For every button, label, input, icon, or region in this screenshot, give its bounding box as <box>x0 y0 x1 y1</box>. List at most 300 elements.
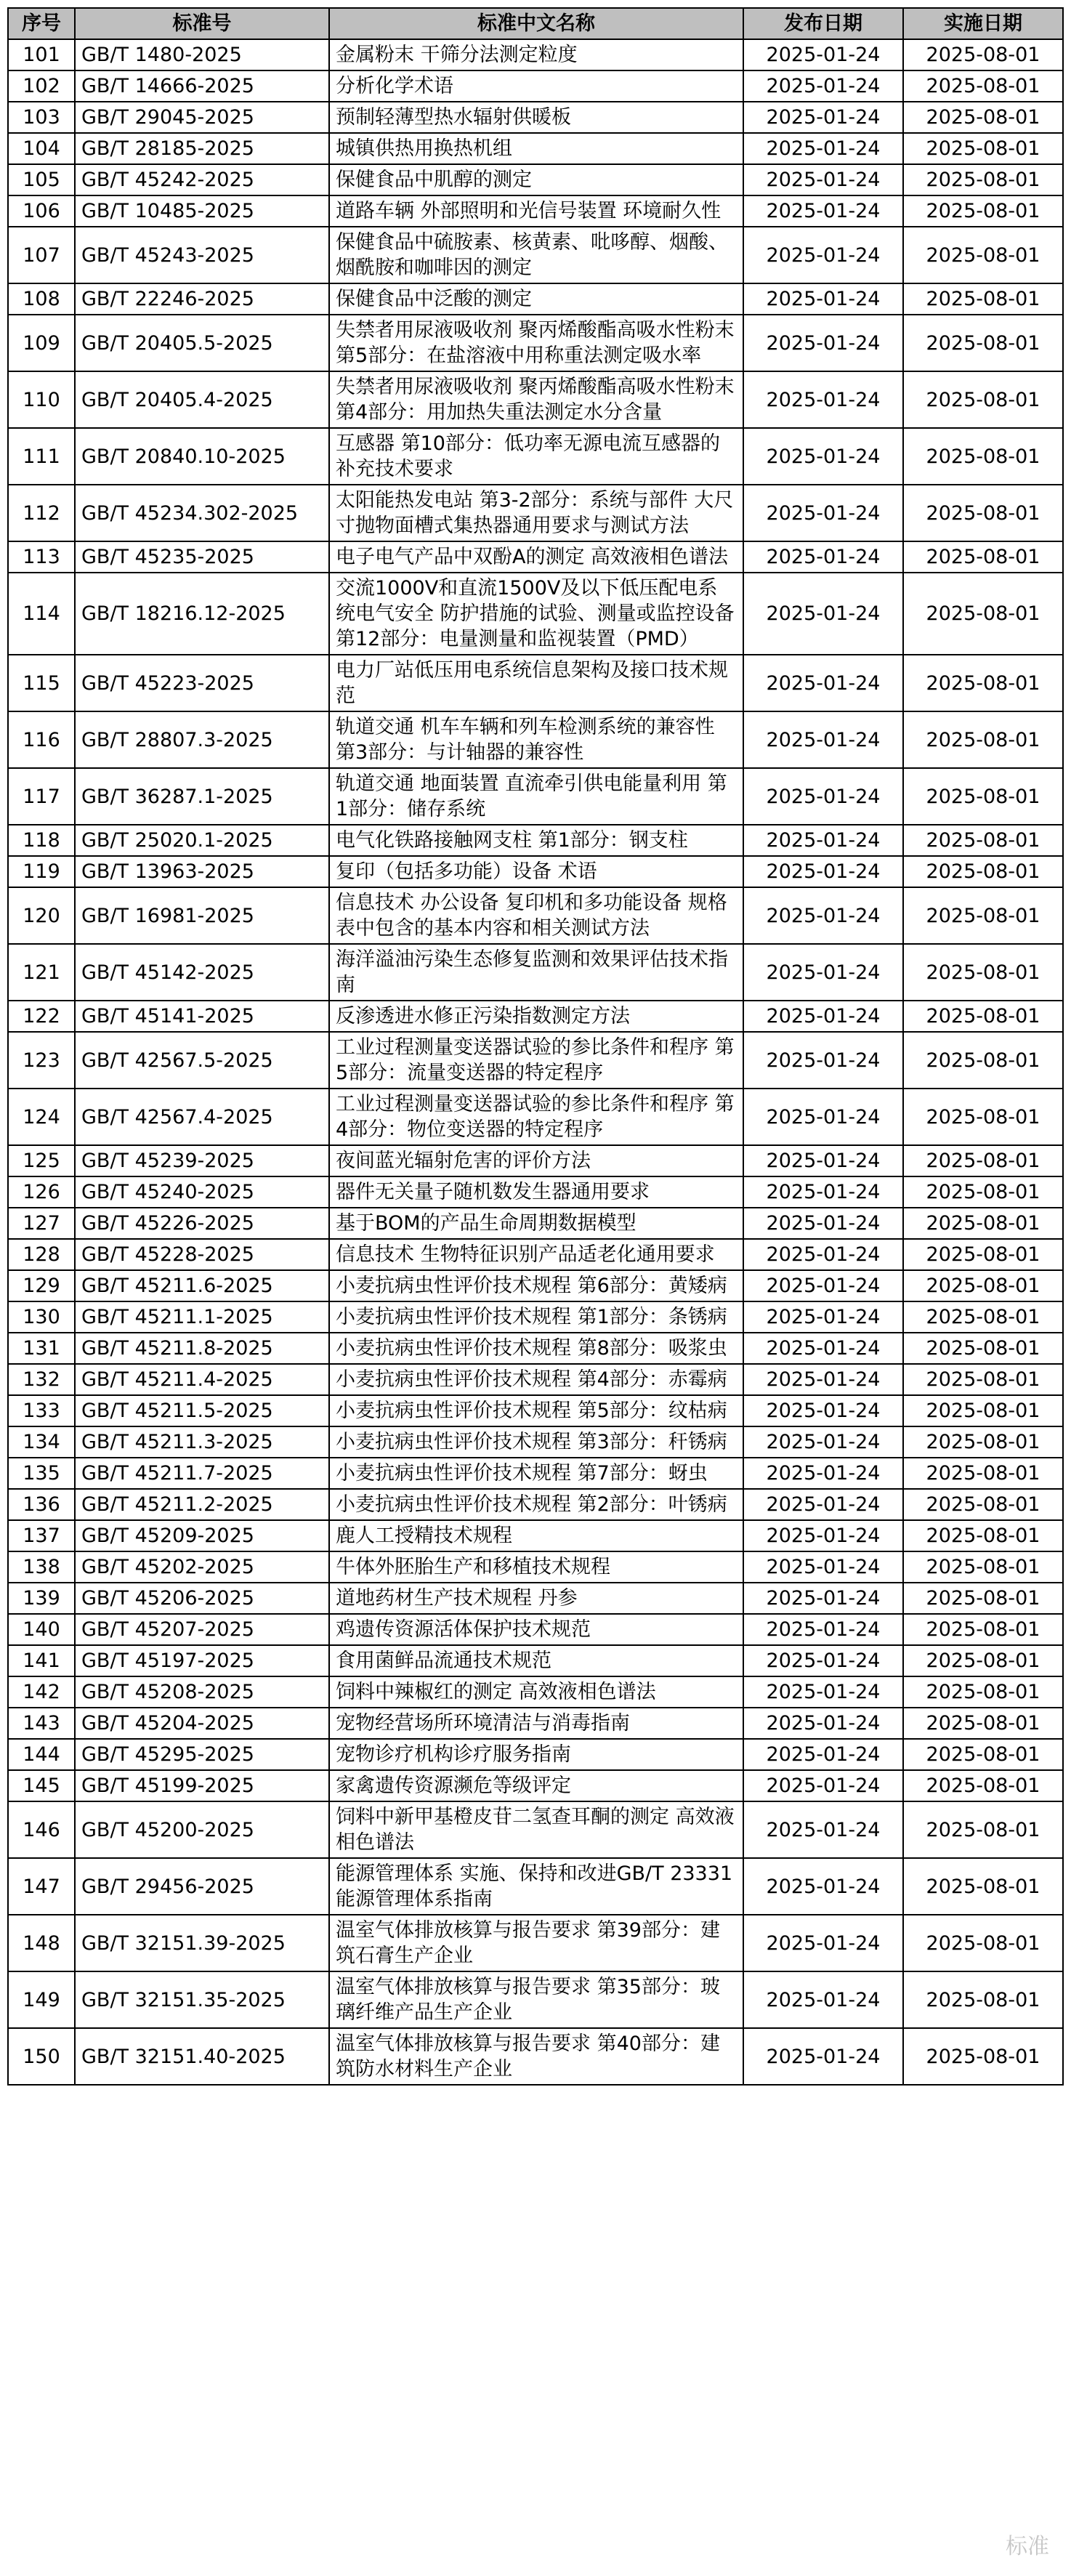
cell-code: GB/T 45211.2-2025 <box>75 1489 329 1520</box>
table-row <box>8 1676 1063 1708</box>
cell-pub-date: 2025-01-24 <box>743 1301 903 1333</box>
cell-no: 132 <box>8 1364 75 1395</box>
cell-no: 106 <box>8 195 75 227</box>
cell-code: GB/T 45211.3-2025 <box>75 1426 329 1458</box>
cell-pub-date: 2025-01-24 <box>743 1645 903 1676</box>
cell-imp-date: 2025-08-01 <box>903 39 1063 70</box>
cell-pub-date: 2025-01-24 <box>743 1489 903 1520</box>
cell-imp-date: 2025-08-01 <box>903 1915 1063 1971</box>
cell-name: 反渗透进水修正污染指数测定方法 <box>329 1001 743 1032</box>
cell-imp-date: 2025-08-01 <box>903 1395 1063 1426</box>
table-row <box>8 856 1063 887</box>
cell-no: 115 <box>8 655 75 711</box>
cell-code: GB/T 22246-2025 <box>75 283 329 315</box>
cell-imp-date: 2025-08-01 <box>903 1032 1063 1089</box>
table-row <box>8 195 1063 227</box>
table-row <box>8 1001 1063 1032</box>
cell-imp-date: 2025-08-01 <box>903 485 1063 541</box>
cell-imp-date: 2025-08-01 <box>903 856 1063 887</box>
cell-name: 小麦抗病虫性评价技术规程 第7部分：蚜虫 <box>329 1458 743 1489</box>
cell-pub-date: 2025-01-24 <box>743 1089 903 1145</box>
cell-no: 114 <box>8 573 75 655</box>
cell-imp-date: 2025-08-01 <box>903 1858 1063 1915</box>
cell-pub-date: 2025-01-24 <box>743 1614 903 1645</box>
cell-imp-date: 2025-08-01 <box>903 887 1063 944</box>
cell-no: 147 <box>8 1858 75 1915</box>
cell-no: 126 <box>8 1176 75 1208</box>
cell-code: GB/T 42567.5-2025 <box>75 1032 329 1089</box>
cell-name: 分析化学术语 <box>329 70 743 102</box>
cell-code: GB/T 28185-2025 <box>75 133 329 164</box>
cell-no: 133 <box>8 1395 75 1426</box>
cell-no: 102 <box>8 70 75 102</box>
cell-code: GB/T 32151.40-2025 <box>75 2028 329 2085</box>
cell-code: GB/T 45239-2025 <box>75 1145 329 1176</box>
cell-no: 118 <box>8 825 75 856</box>
cell-pub-date: 2025-01-24 <box>743 1915 903 1971</box>
table-row <box>8 1770 1063 1801</box>
cell-code: GB/T 45226-2025 <box>75 1208 329 1239</box>
cell-name: 工业过程测量变送器试验的参比条件和程序 第4部分：物位变送器的特定程序 <box>329 1089 743 1145</box>
cell-pub-date: 2025-01-24 <box>743 1333 903 1364</box>
table-row <box>8 1089 1063 1145</box>
cell-name: 保健食品中肌醇的测定 <box>329 164 743 195</box>
cell-code: GB/T 45208-2025 <box>75 1676 329 1708</box>
cell-code: GB/T 45209-2025 <box>75 1520 329 1551</box>
cell-code: GB/T 45211.1-2025 <box>75 1301 329 1333</box>
cell-no: 120 <box>8 887 75 944</box>
watermark-text: 标准 <box>1006 2534 1049 2559</box>
cell-no: 105 <box>8 164 75 195</box>
table-row <box>8 485 1063 541</box>
cell-code: GB/T 45223-2025 <box>75 655 329 711</box>
cell-name: 小麦抗病虫性评价技术规程 第5部分：纹枯病 <box>329 1395 743 1426</box>
cell-imp-date: 2025-08-01 <box>903 1551 1063 1583</box>
cell-code: GB/T 45235-2025 <box>75 541 329 573</box>
cell-code: GB/T 10485-2025 <box>75 195 329 227</box>
table-header-row <box>8 8 1063 39</box>
cell-code: GB/T 29456-2025 <box>75 1858 329 1915</box>
cell-code: GB/T 45240-2025 <box>75 1176 329 1208</box>
cell-code: GB/T 45211.8-2025 <box>75 1333 329 1364</box>
cell-no: 136 <box>8 1489 75 1520</box>
cell-pub-date: 2025-01-24 <box>743 1770 903 1801</box>
cell-name: 互感器 第10部分：低功率无源电流互感器的补充技术要求 <box>329 428 743 485</box>
cell-imp-date: 2025-08-01 <box>903 428 1063 485</box>
cell-no: 127 <box>8 1208 75 1239</box>
cell-imp-date: 2025-08-01 <box>903 195 1063 227</box>
cell-pub-date: 2025-01-24 <box>743 39 903 70</box>
table-row <box>8 1489 1063 1520</box>
cell-no: 116 <box>8 711 75 768</box>
cell-pub-date: 2025-01-24 <box>743 227 903 283</box>
cell-no: 142 <box>8 1676 75 1708</box>
cell-code: GB/T 45228-2025 <box>75 1239 329 1270</box>
table-row <box>8 1971 1063 2028</box>
cell-imp-date: 2025-08-01 <box>903 70 1063 102</box>
cell-no: 137 <box>8 1520 75 1551</box>
cell-imp-date: 2025-08-01 <box>903 227 1063 283</box>
cell-imp-date: 2025-08-01 <box>903 1520 1063 1551</box>
cell-name: 器件无关量子随机数发生器通用要求 <box>329 1176 743 1208</box>
cell-no: 140 <box>8 1614 75 1645</box>
cell-code: GB/T 29045-2025 <box>75 102 329 133</box>
cell-imp-date: 2025-08-01 <box>903 1708 1063 1739</box>
table-row <box>8 1708 1063 1739</box>
header-code: 标准号 <box>75 8 329 39</box>
table-row <box>8 1739 1063 1770</box>
table-row <box>8 573 1063 655</box>
cell-no: 129 <box>8 1270 75 1301</box>
table-row <box>8 227 1063 283</box>
cell-name: 海洋溢油污染生态修复监测和效果评估技术指南 <box>329 944 743 1001</box>
table-row <box>8 1239 1063 1270</box>
cell-name: 轨道交通 机车车辆和列车检测系统的兼容性 第3部分：与计轴器的兼容性 <box>329 711 743 768</box>
cell-imp-date: 2025-08-01 <box>903 1676 1063 1708</box>
header-pub-date: 发布日期 <box>743 8 903 39</box>
cell-code: GB/T 45295-2025 <box>75 1739 329 1770</box>
cell-imp-date: 2025-08-01 <box>903 1364 1063 1395</box>
table-row <box>8 711 1063 768</box>
table-row <box>8 164 1063 195</box>
cell-pub-date: 2025-01-24 <box>743 1208 903 1239</box>
cell-no: 112 <box>8 485 75 541</box>
table-row <box>8 944 1063 1001</box>
cell-pub-date: 2025-01-24 <box>743 485 903 541</box>
cell-pub-date: 2025-01-24 <box>743 1583 903 1614</box>
cell-imp-date: 2025-08-01 <box>903 1458 1063 1489</box>
cell-name: 金属粉末 干筛分法测定粒度 <box>329 39 743 70</box>
table-row <box>8 1801 1063 1858</box>
cell-name: 能源管理体系 实施、保持和改进GB/T 23331能源管理体系指南 <box>329 1858 743 1915</box>
table-row <box>8 39 1063 70</box>
table-row <box>8 315 1063 371</box>
table-row <box>8 1645 1063 1676</box>
cell-imp-date: 2025-08-01 <box>903 825 1063 856</box>
cell-code: GB/T 45211.7-2025 <box>75 1458 329 1489</box>
cell-name: 失禁者用尿液吸收剂 聚丙烯酸酯高吸水性粉末 第5部分：在盐溶液中用称重法测定吸水率 <box>329 315 743 371</box>
cell-imp-date: 2025-08-01 <box>903 768 1063 825</box>
cell-code: GB/T 18216.12-2025 <box>75 573 329 655</box>
cell-code: GB/T 14666-2025 <box>75 70 329 102</box>
cell-code: GB/T 20405.4-2025 <box>75 371 329 428</box>
header-no: 序号 <box>8 8 75 39</box>
table-row <box>8 825 1063 856</box>
cell-no: 108 <box>8 283 75 315</box>
cell-pub-date: 2025-01-24 <box>743 1801 903 1858</box>
cell-no: 143 <box>8 1708 75 1739</box>
table-row <box>8 1426 1063 1458</box>
cell-name: 小麦抗病虫性评价技术规程 第4部分：赤霉病 <box>329 1364 743 1395</box>
cell-pub-date: 2025-01-24 <box>743 887 903 944</box>
cell-no: 148 <box>8 1915 75 1971</box>
table-row <box>8 1333 1063 1364</box>
table-row <box>8 1270 1063 1301</box>
cell-no: 101 <box>8 39 75 70</box>
standards-table <box>7 7 1064 2086</box>
table-row <box>8 1614 1063 1645</box>
cell-name: 饲料中辣椒红的测定 高效液相色谱法 <box>329 1676 743 1708</box>
cell-code: GB/T 45234.302-2025 <box>75 485 329 541</box>
cell-name: 道地药材生产技术规程 丹参 <box>329 1583 743 1614</box>
cell-imp-date: 2025-08-01 <box>903 1583 1063 1614</box>
cell-no: 111 <box>8 428 75 485</box>
cell-no: 103 <box>8 102 75 133</box>
cell-imp-date: 2025-08-01 <box>903 655 1063 711</box>
cell-no: 119 <box>8 856 75 887</box>
cell-imp-date: 2025-08-01 <box>903 1770 1063 1801</box>
table-row <box>8 1551 1063 1583</box>
cell-pub-date: 2025-01-24 <box>743 1520 903 1551</box>
cell-pub-date: 2025-01-24 <box>743 195 903 227</box>
cell-name: 工业过程测量变送器试验的参比条件和程序 第5部分：流量变送器的特定程序 <box>329 1032 743 1089</box>
cell-name: 温室气体排放核算与报告要求 第39部分：建筑石膏生产企业 <box>329 1915 743 1971</box>
cell-name: 牛体外胚胎生产和移植技术规程 <box>329 1551 743 1583</box>
cell-pub-date: 2025-01-24 <box>743 944 903 1001</box>
table-row <box>8 1858 1063 1915</box>
cell-pub-date: 2025-01-24 <box>743 315 903 371</box>
cell-imp-date: 2025-08-01 <box>903 2028 1063 2085</box>
cell-no: 104 <box>8 133 75 164</box>
cell-name: 小麦抗病虫性评价技术规程 第6部分：黄矮病 <box>329 1270 743 1301</box>
table-row <box>8 371 1063 428</box>
cell-name: 食用菌鲜品流通技术规范 <box>329 1645 743 1676</box>
cell-code: GB/T 45211.4-2025 <box>75 1364 329 1395</box>
cell-name: 基于BOM的产品生命周期数据模型 <box>329 1208 743 1239</box>
cell-no: 122 <box>8 1001 75 1032</box>
cell-imp-date: 2025-08-01 <box>903 133 1063 164</box>
cell-code: GB/T 42567.4-2025 <box>75 1089 329 1145</box>
cell-pub-date: 2025-01-24 <box>743 1145 903 1176</box>
cell-name: 保健食品中泛酸的测定 <box>329 283 743 315</box>
cell-pub-date: 2025-01-24 <box>743 655 903 711</box>
cell-no: 110 <box>8 371 75 428</box>
cell-name: 小麦抗病虫性评价技术规程 第8部分：吸浆虫 <box>329 1333 743 1364</box>
cell-code: GB/T 45243-2025 <box>75 227 329 283</box>
cell-imp-date: 2025-08-01 <box>903 1971 1063 2028</box>
cell-imp-date: 2025-08-01 <box>903 283 1063 315</box>
cell-code: GB/T 25020.1-2025 <box>75 825 329 856</box>
cell-code: GB/T 45207-2025 <box>75 1614 329 1645</box>
cell-pub-date: 2025-01-24 <box>743 1708 903 1739</box>
cell-pub-date: 2025-01-24 <box>743 133 903 164</box>
cell-pub-date: 2025-01-24 <box>743 1739 903 1770</box>
cell-pub-date: 2025-01-24 <box>743 1001 903 1032</box>
cell-pub-date: 2025-01-24 <box>743 1239 903 1270</box>
cell-code: GB/T 36287.1-2025 <box>75 768 329 825</box>
cell-pub-date: 2025-01-24 <box>743 1364 903 1395</box>
cell-code: GB/T 1480-2025 <box>75 39 329 70</box>
cell-pub-date: 2025-01-24 <box>743 1458 903 1489</box>
table-row <box>8 1364 1063 1395</box>
cell-name: 信息技术 办公设备 复印机和多功能设备 规格表中包含的基本内容和相关测试方法 <box>329 887 743 944</box>
cell-pub-date: 2025-01-24 <box>743 768 903 825</box>
cell-imp-date: 2025-08-01 <box>903 1239 1063 1270</box>
cell-no: 130 <box>8 1301 75 1333</box>
cell-name: 电力厂站低压用电系统信息架构及接口技术规范 <box>329 655 743 711</box>
cell-imp-date: 2025-08-01 <box>903 1333 1063 1364</box>
cell-pub-date: 2025-01-24 <box>743 856 903 887</box>
cell-no: 150 <box>8 2028 75 2085</box>
cell-imp-date: 2025-08-01 <box>903 1089 1063 1145</box>
cell-no: 121 <box>8 944 75 1001</box>
cell-name: 交流1000V和直流1500V及以下低压配电系统电气安全 防护措施的试验、测量或监控设备 第12部分：电量测量和监视装置（PMD） <box>329 573 743 655</box>
cell-name: 太阳能热发电站 第3-2部分：系统与部件 大尺寸抛物面槽式集热器通用要求与测试方法 <box>329 485 743 541</box>
cell-pub-date: 2025-01-24 <box>743 102 903 133</box>
cell-name: 轨道交通 地面装置 直流牵引供电能量利用 第1部分：储存系统 <box>329 768 743 825</box>
cell-no: 144 <box>8 1739 75 1770</box>
table-row <box>8 428 1063 485</box>
cell-code: GB/T 45242-2025 <box>75 164 329 195</box>
cell-name: 宠物经营场所环境清洁与消毒指南 <box>329 1708 743 1739</box>
table-row <box>8 133 1063 164</box>
cell-no: 131 <box>8 1333 75 1364</box>
cell-name: 饲料中新甲基橙皮苷二氢查耳酮的测定 高效液相色谱法 <box>329 1801 743 1858</box>
cell-code: GB/T 13963-2025 <box>75 856 329 887</box>
cell-no: 146 <box>8 1801 75 1858</box>
cell-imp-date: 2025-08-01 <box>903 1489 1063 1520</box>
cell-pub-date: 2025-01-24 <box>743 283 903 315</box>
cell-no: 123 <box>8 1032 75 1089</box>
cell-imp-date: 2025-08-01 <box>903 1801 1063 1858</box>
table-row <box>8 2028 1063 2085</box>
cell-imp-date: 2025-08-01 <box>903 541 1063 573</box>
cell-code: GB/T 20840.10-2025 <box>75 428 329 485</box>
cell-pub-date: 2025-01-24 <box>743 1676 903 1708</box>
cell-no: 138 <box>8 1551 75 1583</box>
cell-no: 139 <box>8 1583 75 1614</box>
cell-pub-date: 2025-01-24 <box>743 1858 903 1915</box>
cell-pub-date: 2025-01-24 <box>743 2028 903 2085</box>
cell-imp-date: 2025-08-01 <box>903 102 1063 133</box>
table-row <box>8 768 1063 825</box>
cell-code: GB/T 45204-2025 <box>75 1708 329 1739</box>
cell-code: GB/T 32151.35-2025 <box>75 1971 329 2028</box>
cell-pub-date: 2025-01-24 <box>743 573 903 655</box>
cell-code: GB/T 28807.3-2025 <box>75 711 329 768</box>
cell-imp-date: 2025-08-01 <box>903 1176 1063 1208</box>
cell-name: 信息技术 生物特征识别产品适老化通用要求 <box>329 1239 743 1270</box>
cell-pub-date: 2025-01-24 <box>743 711 903 768</box>
table-row <box>8 283 1063 315</box>
cell-code: GB/T 45200-2025 <box>75 1801 329 1858</box>
cell-no: 145 <box>8 1770 75 1801</box>
table-row <box>8 655 1063 711</box>
cell-pub-date: 2025-01-24 <box>743 541 903 573</box>
cell-imp-date: 2025-08-01 <box>903 1145 1063 1176</box>
cell-no: 128 <box>8 1239 75 1270</box>
cell-name: 复印（包括多功能）设备 术语 <box>329 856 743 887</box>
cell-imp-date: 2025-08-01 <box>903 315 1063 371</box>
cell-pub-date: 2025-01-24 <box>743 1270 903 1301</box>
cell-no: 109 <box>8 315 75 371</box>
cell-no: 141 <box>8 1645 75 1676</box>
cell-imp-date: 2025-08-01 <box>903 1739 1063 1770</box>
cell-imp-date: 2025-08-01 <box>903 164 1063 195</box>
cell-name: 电气化铁路接触网支柱 第1部分：钢支柱 <box>329 825 743 856</box>
cell-pub-date: 2025-01-24 <box>743 1551 903 1583</box>
table-row <box>8 1583 1063 1614</box>
cell-imp-date: 2025-08-01 <box>903 1270 1063 1301</box>
cell-name: 小麦抗病虫性评价技术规程 第2部分：叶锈病 <box>329 1489 743 1520</box>
cell-no: 125 <box>8 1145 75 1176</box>
table-row <box>8 1915 1063 1971</box>
cell-no: 117 <box>8 768 75 825</box>
standards-table-container <box>7 7 1062 2086</box>
cell-pub-date: 2025-01-24 <box>743 164 903 195</box>
cell-pub-date: 2025-01-24 <box>743 825 903 856</box>
table-row <box>8 1145 1063 1176</box>
cell-no: 134 <box>8 1426 75 1458</box>
cell-no: 107 <box>8 227 75 283</box>
cell-no: 113 <box>8 541 75 573</box>
cell-name: 电子电气产品中双酚A的测定 高效液相色谱法 <box>329 541 743 573</box>
cell-code: GB/T 45211.5-2025 <box>75 1395 329 1426</box>
table-body <box>8 39 1063 2085</box>
cell-imp-date: 2025-08-01 <box>903 1301 1063 1333</box>
table-row <box>8 1032 1063 1089</box>
cell-name: 鹿人工授精技术规程 <box>329 1520 743 1551</box>
table-row <box>8 1176 1063 1208</box>
cell-name: 预制轻薄型热水辐射供暖板 <box>329 102 743 133</box>
cell-name: 鸡遗传资源活体保护技术规范 <box>329 1614 743 1645</box>
table-row <box>8 1458 1063 1489</box>
cell-code: GB/T 45197-2025 <box>75 1645 329 1676</box>
cell-pub-date: 2025-01-24 <box>743 1395 903 1426</box>
cell-code: GB/T 45202-2025 <box>75 1551 329 1583</box>
cell-pub-date: 2025-01-24 <box>743 1176 903 1208</box>
table-row <box>8 102 1063 133</box>
cell-name: 宠物诊疗机构诊疗服务指南 <box>329 1739 743 1770</box>
cell-name: 温室气体排放核算与报告要求 第40部分：建筑防水材料生产企业 <box>329 2028 743 2085</box>
cell-pub-date: 2025-01-24 <box>743 428 903 485</box>
cell-no: 135 <box>8 1458 75 1489</box>
cell-name: 城镇供热用换热机组 <box>329 133 743 164</box>
table-row <box>8 70 1063 102</box>
cell-imp-date: 2025-08-01 <box>903 1426 1063 1458</box>
cell-code: GB/T 45206-2025 <box>75 1583 329 1614</box>
cell-code: GB/T 45142-2025 <box>75 944 329 1001</box>
cell-code: GB/T 16981-2025 <box>75 887 329 944</box>
cell-code: GB/T 45141-2025 <box>75 1001 329 1032</box>
cell-name: 失禁者用尿液吸收剂 聚丙烯酸酯高吸水性粉末 第4部分：用加热失重法测定水分含量 <box>329 371 743 428</box>
cell-pub-date: 2025-01-24 <box>743 70 903 102</box>
table-row <box>8 1208 1063 1239</box>
table-row <box>8 887 1063 944</box>
cell-imp-date: 2025-08-01 <box>903 1645 1063 1676</box>
cell-no: 149 <box>8 1971 75 2028</box>
table-row <box>8 541 1063 573</box>
table-row <box>8 1301 1063 1333</box>
cell-name: 家禽遗传资源濒危等级评定 <box>329 1770 743 1801</box>
table-row <box>8 1520 1063 1551</box>
cell-name: 温室气体排放核算与报告要求 第35部分：玻璃纤维产品生产企业 <box>329 1971 743 2028</box>
cell-imp-date: 2025-08-01 <box>903 1208 1063 1239</box>
cell-imp-date: 2025-08-01 <box>903 1614 1063 1645</box>
cell-name: 小麦抗病虫性评价技术规程 第1部分：条锈病 <box>329 1301 743 1333</box>
cell-imp-date: 2025-08-01 <box>903 711 1063 768</box>
cell-pub-date: 2025-01-24 <box>743 371 903 428</box>
cell-imp-date: 2025-08-01 <box>903 371 1063 428</box>
table-row <box>8 1395 1063 1426</box>
header-name: 标准中文名称 <box>329 8 743 39</box>
cell-name: 小麦抗病虫性评价技术规程 第3部分：秆锈病 <box>329 1426 743 1458</box>
cell-no: 124 <box>8 1089 75 1145</box>
cell-name: 道路车辆 外部照明和光信号装置 环境耐久性 <box>329 195 743 227</box>
cell-name: 夜间蓝光辐射危害的评价方法 <box>329 1145 743 1176</box>
cell-code: GB/T 45199-2025 <box>75 1770 329 1801</box>
cell-imp-date: 2025-08-01 <box>903 1001 1063 1032</box>
